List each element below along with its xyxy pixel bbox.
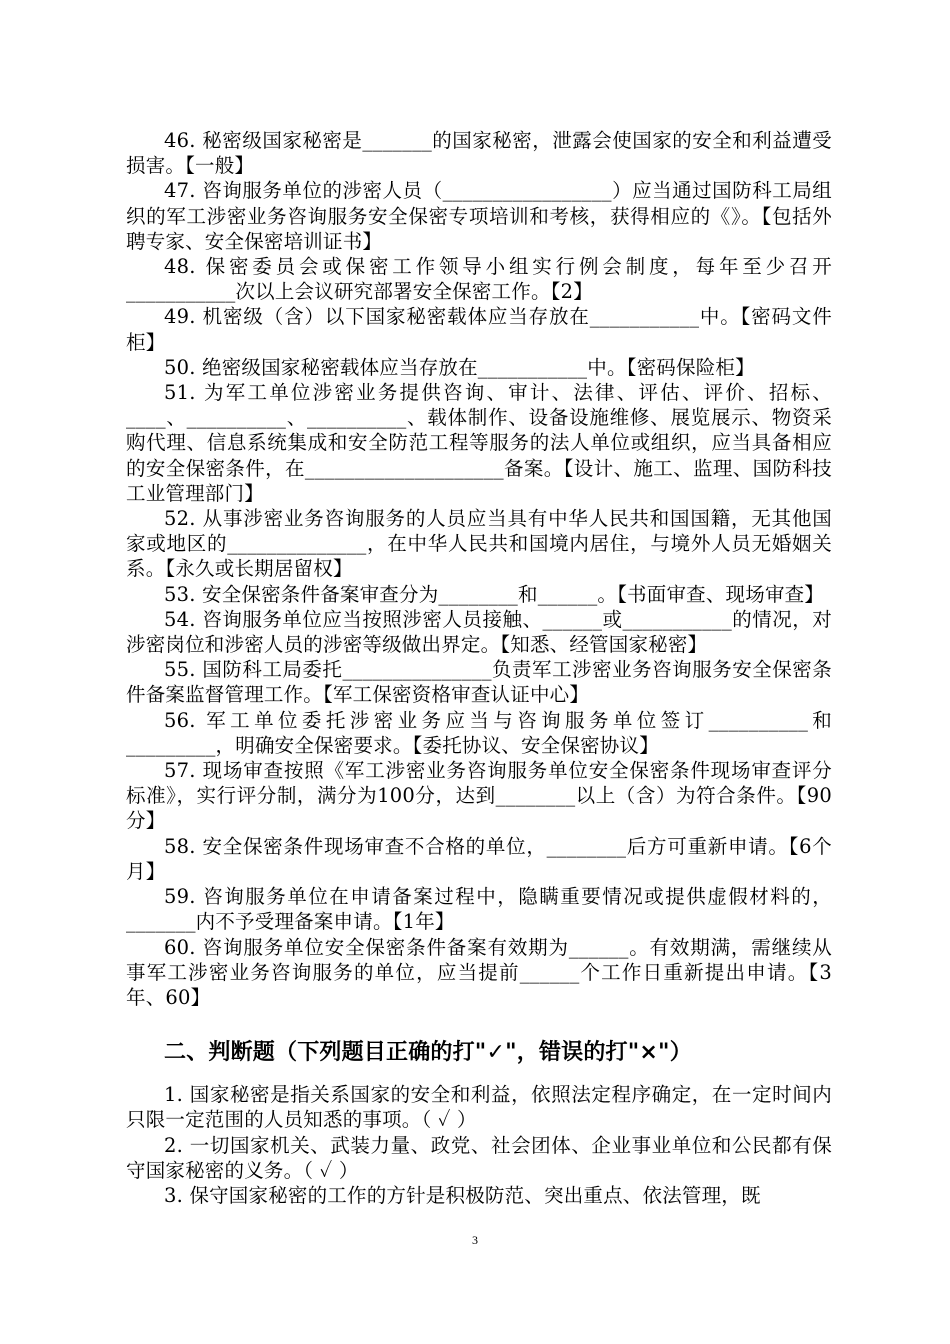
question-59: 59. 咨询服务单位在申请备案过程中，隐瞒重要情况或提供虚假材料的，_______内不予受理备案申请。【1年】 bbox=[126, 885, 832, 934]
question-47: 47. 咨询服务单位的涉密人员（_________________）应当通过国防科工局组织的军工涉密业务咨询服务安全保密专项培训和考核，获得相应的《》。【包括外聘专家、安全保密培训证书】 bbox=[126, 179, 832, 253]
question-46: 46. 秘密级国家秘密是_______的国家秘密，泄露会使国家的安全和利益遭受损害。【一般】 bbox=[126, 129, 832, 178]
true-false-question-1: 1. 国家秘密是指关系国家的安全和利益，依照法定程序确定，在一定时间内只限一定范围的人员知悉的事项。（ ✓ ） bbox=[126, 1083, 832, 1132]
question-52: 52. 从事涉密业务咨询服务的人员应当具有中华人民共和国国籍，无其他国家或地区的______________，在中华人民共和国境内居住，与境外人员无婚姻关系。【永久或长期居留权】 bbox=[126, 507, 832, 581]
question-49: 49. 机密级（含）以下国家秘密载体应当存放在___________中。【密码文件柜】 bbox=[126, 305, 832, 354]
section-heading-true-false: 二、判断题（下列题目正确的打"✓"，错误的打"×"） bbox=[164, 1040, 692, 1066]
question-55: 55. 国防科工局委托_______________负责军工涉密业务咨询服务安全保密条件备案监督管理工作。【军工保密资格审查认证中心】 bbox=[126, 658, 832, 707]
page-number: 3 bbox=[472, 1233, 478, 1247]
question-51: 51. 为军工单位涉密业务提供咨询、审计、法律、评估、评价、招标、____、__________、__________、载体制作、设备设施维修、展览展示、物资采购代理、信息系统集成和安全防范工程等服务的法人单位或组织，应当具备相应的安全保密条件，在____________________备案。【设计、施工、监理、国防科技工业管理部门】 bbox=[126, 381, 832, 505]
true-false-question-3: 3. 保守国家秘密的工作的方针是积极防范、突出重点、依法管理，既 bbox=[164, 1183, 761, 1207]
question-60: 60. 咨询服务单位安全保密条件备案有效期为______。有效期满，需继续从事军工涉密业务咨询服务的单位，应当提前______个工作日重新提出申请。【3年、60】 bbox=[126, 935, 832, 1009]
question-50: 50. 绝密级国家秘密载体应当存放在___________中。【密码保险柜】 bbox=[164, 355, 755, 379]
true-false-question-2: 2. 一切国家机关、武装力量、政党、社会团体、企业事业单位和公民都有保守国家秘密的义务。（ ✓ ） bbox=[126, 1133, 832, 1182]
question-58: 58. 安全保密条件现场审查不合格的单位，________后方可重新申请。【6个月】 bbox=[126, 834, 832, 883]
question-48: 48. 保密委员会或保密工作领导小组实行例会制度，每年至少召开___________次以上会议研究部署安全保密工作。【2】 bbox=[126, 255, 832, 304]
question-57: 57. 现场审查按照《军工涉密业务咨询服务单位安全保密条件现场审查评分标准》，实行评分制，满分为100分，达到________以上（含）为符合条件。【90分】 bbox=[126, 759, 832, 833]
page-content bbox=[126, 128, 832, 1208]
question-54: 54. 咨询服务单位应当按照涉密人员接触、______或___________的情况，对涉密岗位和涉密人员的涉密等级做出界定。【知悉、经管国家秘密】 bbox=[126, 607, 832, 657]
question-53: 53. 安全保密条件备案审查分为________和______。【书面审查、现场审查】 bbox=[164, 582, 825, 606]
question-56: 56. 军工单位委托涉密业务应当与咨询服务单位签订__________和_________，明确安全保密要求。【委托协议、安全保密协议】 bbox=[126, 708, 832, 757]
